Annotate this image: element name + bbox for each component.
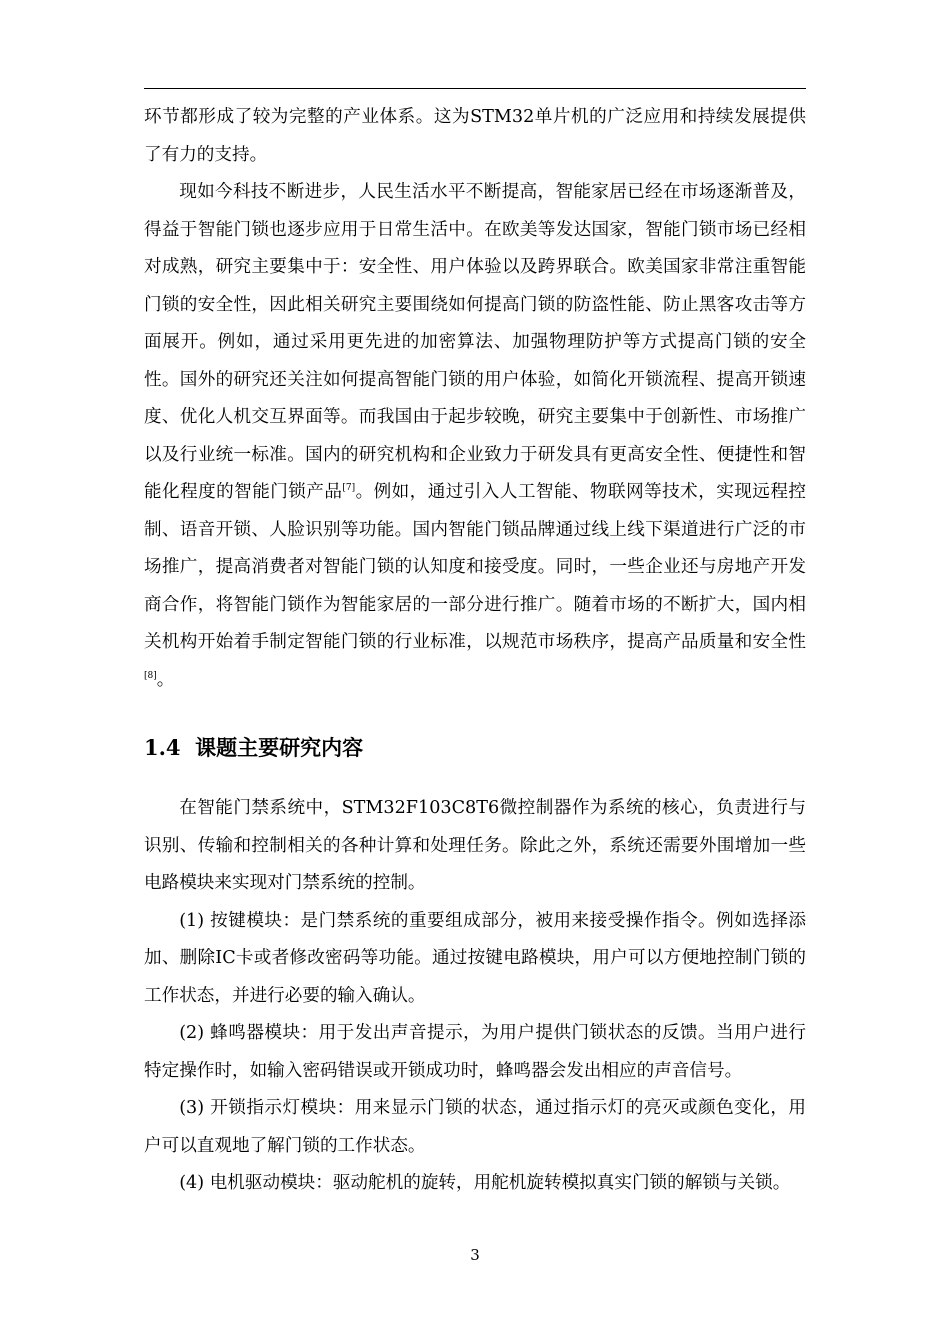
module-item-keypad: (1) 按键模块：是门禁系统的重要组成部分，被用来接受操作指令。例如选择添加、删除IC卡或者修改密码等功能。通过按键电路模块，用户可以方便地控制门锁的工作状态，并进行必要的输入确认。 [144,910,806,1006]
research-status-paragraph [144,174,806,699]
module-item-indicator: (3) 开锁指示灯模块：用来显示门锁的状态，通过指示灯的亮灭或颜色变化，用户可以直观地了解门锁的工作状态。 [144,1098,806,1156]
header-rule [144,88,806,89]
research-status-text-2: 。例如，通过引入人工智能、物联网等技术，实现远程控制、语音开锁、人脸识别等功能。国内智能门锁品牌通过线上线下渠道进行广泛的市场推广，提高消费者对智能门锁的认知度和接受度。同时，一些企业还与房地产开发商合作，将智能门锁作为智能家居的一部分进行推广。随着市场的不断扩大，国内相关机构开始着手制定智能门锁的行业标准，以规范市场秩序，提高产品质量和安全性 [144,482,806,652]
citation-7: [7] [342,483,356,493]
section-heading [144,733,363,763]
top-text-block [144,99,806,699]
module-item-buzzer: (2) 蜂鸣器模块：用于发出声音提示，为用户提供门锁状态的反馈。当用户进行特定操作时，如输入密码错误或开锁成功时，蜂鸣器会发出相应的声音信号。 [144,1023,806,1081]
section-title: 课题主要研究内容 [195,735,364,760]
section-number: 1.4 [144,735,181,760]
research-status-text-1: 现如今科技不断进步，人民生活水平不断提高，智能家居已经在市场逐渐普及，得益于智能门锁也逐步应用于日常生活中。在欧美等发达国家，智能门锁市场已经相对成熟，研究主要集中于：安全性、用户体验以及跨界联合。欧美国家非常注重智能门锁的安全性，因此相关研究主要围绕如何提高门锁的防盗性能、防止黑客攻击等方面展开。例如，通过采用更先进的加密算法、加强物理防护等方式提高门锁的安全性。国外的研究还关注如何提高智能门锁的用户体验，如简化开锁流程、提高开锁速度、优化人机交互界面等。而我国由于起步较晚，研究主要集中于创新性、市场推广以及行业统一标准。国内的研究机构和企业致力于研发具有更高安全性、便捷性和智能化程度的智能门锁产品 [144,182,806,502]
citation-8: [8] [144,670,157,681]
research-status-text-3: 。 [156,669,175,690]
module-item-motor: (4) 电机驱动模块：驱动舵机的旋转，用舵机旋转模拟真实门锁的解锁与关锁。 [179,1173,791,1193]
intro-paragraph: 在智能门禁系统中，STM32F103C8T6微控制器作为系统的核心，负责进行与识别、传输和控制相关的各种计算和处理任务。除此之外，系统还需要外围增加一些电路模块来实现对门禁系统的控制。 [144,798,806,893]
research-content-block [144,790,806,1203]
page-number: 3 [470,1246,480,1264]
continuation-paragraph: 环节都形成了较为完整的产业体系。这为STM32单片机的广泛应用和持续发展提供了有力的支持。 [144,107,806,165]
